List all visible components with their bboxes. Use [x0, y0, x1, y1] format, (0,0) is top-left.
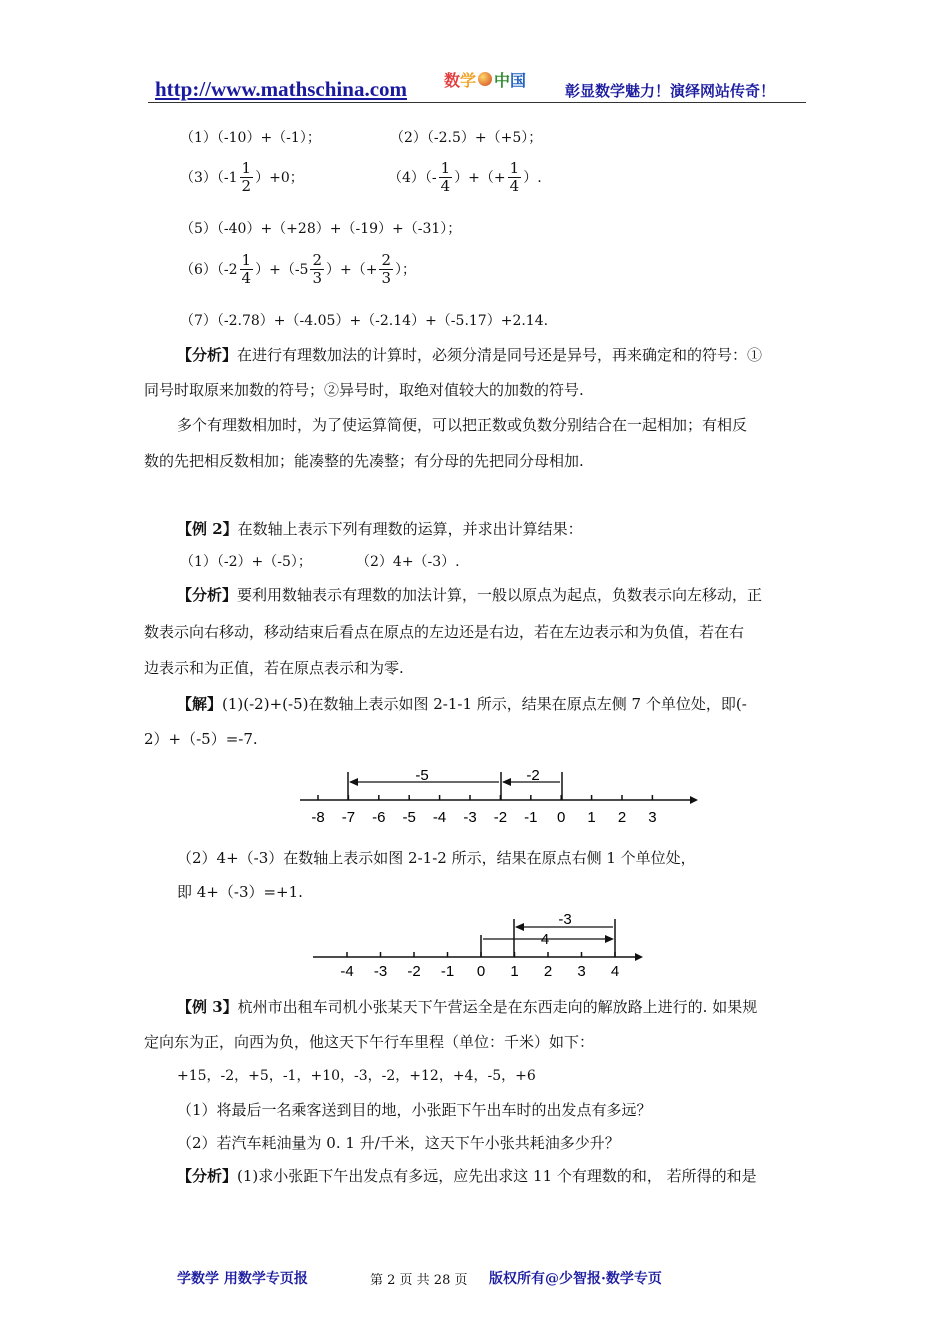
logo-char-4: 国: [510, 70, 527, 90]
fraction: [240, 160, 254, 195]
tick-label: 3: [648, 809, 657, 826]
axis-arrowhead: [690, 796, 698, 804]
tick-label: -3: [463, 809, 477, 826]
tick-label: -4: [340, 963, 354, 980]
analysis-tag: 【分析】: [177, 586, 238, 604]
move-arrowhead: [502, 778, 511, 786]
problem-7: （7）（-2.78）+（-4.05）+（-2.14）+（-5.17）+2.14.: [180, 313, 549, 329]
problem-3-suffix: ）+0；: [255, 169, 304, 186]
numerator: 2: [312, 251, 323, 269]
tick-label: -4: [432, 809, 447, 826]
problem-5: （5）（-40）+（+28）+（-19）+（-31）；: [180, 221, 462, 237]
tick-label: 0: [476, 963, 486, 980]
header-slogan: 彰显数学魅力！演绎网站传奇！: [565, 82, 776, 100]
example-2-analysis-line-1: [177, 585, 762, 605]
analysis-1-line-4: 数的先把相反数相加；能凑整的先凑整；有分母的先把同分母相加.: [144, 452, 584, 470]
fraction: [508, 160, 522, 195]
tick-label: -7: [341, 809, 356, 826]
numerator: 1: [241, 159, 252, 177]
tick-label: 1: [587, 809, 596, 826]
analysis-1-line-2: 同号时取原来加数的符号；②异号时，取绝对值较大的加数的符号.: [144, 381, 584, 399]
fraction: [310, 252, 324, 287]
example-2-question-2: （2）4+（-3）.: [356, 554, 460, 570]
analysis-1-line-3: 多个有理数相加时，为了使运算简便，可以把正数或负数分别结合在一起相加；有相反: [177, 416, 748, 434]
denominator: 4: [241, 269, 252, 287]
tick-label: 1: [510, 963, 519, 980]
numerator: 1: [509, 159, 520, 177]
example-2-solution-line-3: （2）4+（-3）在数轴上表示如图 2-1-2 所示，结果在原点右侧 1 个单位处，: [177, 849, 696, 867]
tick-label: 2: [617, 809, 627, 826]
denominator: 4: [509, 177, 520, 195]
fraction: [240, 252, 254, 287]
problem-4-middle: ）+（+: [454, 169, 506, 186]
move-arrowhead: [349, 778, 358, 786]
example-text: 杭州市出租车司机小张某天下午营运全是在东西走向的解放路上进行的. 如果规: [237, 998, 758, 1016]
page-number: 第 2 页 共 28 页: [370, 1273, 468, 1288]
example-2-solution-line-2: 2）+（-5）=-7.: [144, 730, 258, 748]
analysis-text: (1)求小张距下午出发点有多远，应先出求这 11 个有理数的和， 若所得的和是: [237, 1167, 757, 1185]
header-divider: [148, 102, 806, 103]
example-tag: 【例 3】: [177, 998, 238, 1016]
numerator: 1: [440, 159, 451, 177]
number-line-figure-1: [290, 760, 700, 830]
tick-label: 3: [577, 963, 586, 980]
analysis-text: 要利用数轴表示有理数的加法计算，一般以原点为起点，负数表示向左移动，正: [237, 586, 763, 604]
number-line-figure-2: [305, 905, 645, 980]
analysis-tag: 【分析】: [177, 346, 238, 364]
tick-label: 2: [543, 963, 553, 980]
logo-char-3: 中: [494, 70, 511, 90]
example-tag: 【例 2】: [177, 520, 238, 538]
site-logo: [444, 67, 544, 91]
problem-6-part3: ）+（+: [326, 261, 378, 278]
example-3-question-2: （2）若汽车耗油量为 0. 1 升/千米，这天下午小张共耗油多少升？: [177, 1134, 620, 1152]
denominator: 3: [312, 269, 323, 287]
example-2-solution-line-1: [177, 694, 747, 714]
tick-label: 0: [557, 809, 566, 826]
example-2-title: [177, 519, 583, 539]
problem-6: [180, 252, 416, 287]
example-text: 在数轴上表示下列有理数的运算，并求出计算结果：: [237, 520, 583, 538]
analysis-text: 在进行有理数加法的计算时，必须分清是同号还是异号，再来确定和的符号：①: [237, 346, 763, 364]
example-3-question-1: （1）将最后一名乘客送到目的地，小张距下午出车时的出发点有多远？: [177, 1101, 652, 1119]
denominator: 2: [241, 177, 252, 195]
arrow-label: -5: [415, 767, 429, 784]
problem-4: [388, 160, 542, 195]
problem-4-suffix: ）.: [523, 169, 542, 186]
move-arrowhead: [515, 923, 524, 931]
denominator: 4: [440, 177, 451, 195]
example-3-mileage-list: +15，-2，+5，-1，+10，-3，-2，+12，+4，-5，+6: [177, 1068, 536, 1084]
footer-left-link[interactable]: 学数学 用数学专页报: [177, 1271, 308, 1287]
analysis-tag: 【分析】: [177, 1167, 238, 1185]
problem-3-prefix: （3）（-1: [180, 169, 238, 186]
logo-ball-icon: [478, 72, 492, 86]
example-3-line-2: 定向东为正，向西为负，他这天下午行车里程（单位：千米）如下：: [144, 1033, 595, 1051]
logo-char-1: 数: [444, 70, 461, 90]
tick-label: -8: [311, 809, 325, 826]
example-2-solution-line-4: 即 4+（-3）=+1.: [177, 883, 303, 901]
problem-6-part2: ）+（-5: [255, 261, 309, 278]
arrow-label: -3: [558, 911, 572, 928]
analysis-1-line-1: [177, 345, 762, 365]
example-2-analysis-line-3: 边表示和为正值，若在原点表示和为零.: [144, 659, 404, 677]
denominator: 3: [381, 269, 392, 287]
problem-3: [180, 160, 304, 195]
axis-arrowhead: [635, 953, 643, 961]
tick-label: -2: [407, 963, 421, 980]
tick-label: -6: [372, 809, 386, 826]
problem-4-prefix: （4）（-: [388, 169, 437, 186]
numerator: 1: [241, 251, 252, 269]
logo-char-2: 学: [460, 70, 477, 90]
example-2-analysis-line-2: 数表示向右移动，移动结束后看点在原点的左边还是右边，若在左边表示和为负值，若在右: [144, 623, 745, 641]
move-arrowhead: [605, 935, 614, 943]
tick-label: -5: [402, 809, 416, 826]
solution-tag: 【解】: [177, 695, 223, 713]
site-url-link[interactable]: http://www.mathschina.com: [155, 77, 408, 101]
tick-label: -3: [373, 963, 388, 980]
tick-label: 4: [610, 963, 620, 980]
problem-6-prefix: （6）（-2: [180, 261, 238, 278]
footer-right-link[interactable]: 版权所有@少智报·数学专页: [489, 1271, 662, 1287]
problem-6-suffix: ）；: [395, 261, 417, 278]
problem-1: （1）（-10）+（-1）；: [180, 130, 321, 146]
fraction: [439, 160, 453, 195]
solution-text: (1)(-2)+(-5)在数轴上表示如图 2-1-1 所示，结果在原点左侧 7 个单位处，即(-: [222, 695, 747, 713]
problem-2: （2）（-2.5）+（+5）；: [390, 130, 543, 146]
fraction: [379, 252, 393, 287]
numerator: 2: [381, 251, 392, 269]
example-2-question-1: （1）（-2）+（-5）；: [180, 554, 312, 570]
arrow-label: 4: [540, 931, 550, 948]
tick-label: -1: [524, 809, 538, 826]
tick-label: -1: [440, 963, 455, 980]
example-3-analysis-line-1: [177, 1166, 757, 1186]
example-3-line-1: [177, 997, 757, 1017]
arrow-label: -2: [526, 767, 540, 784]
tick-label: -2: [493, 809, 508, 826]
